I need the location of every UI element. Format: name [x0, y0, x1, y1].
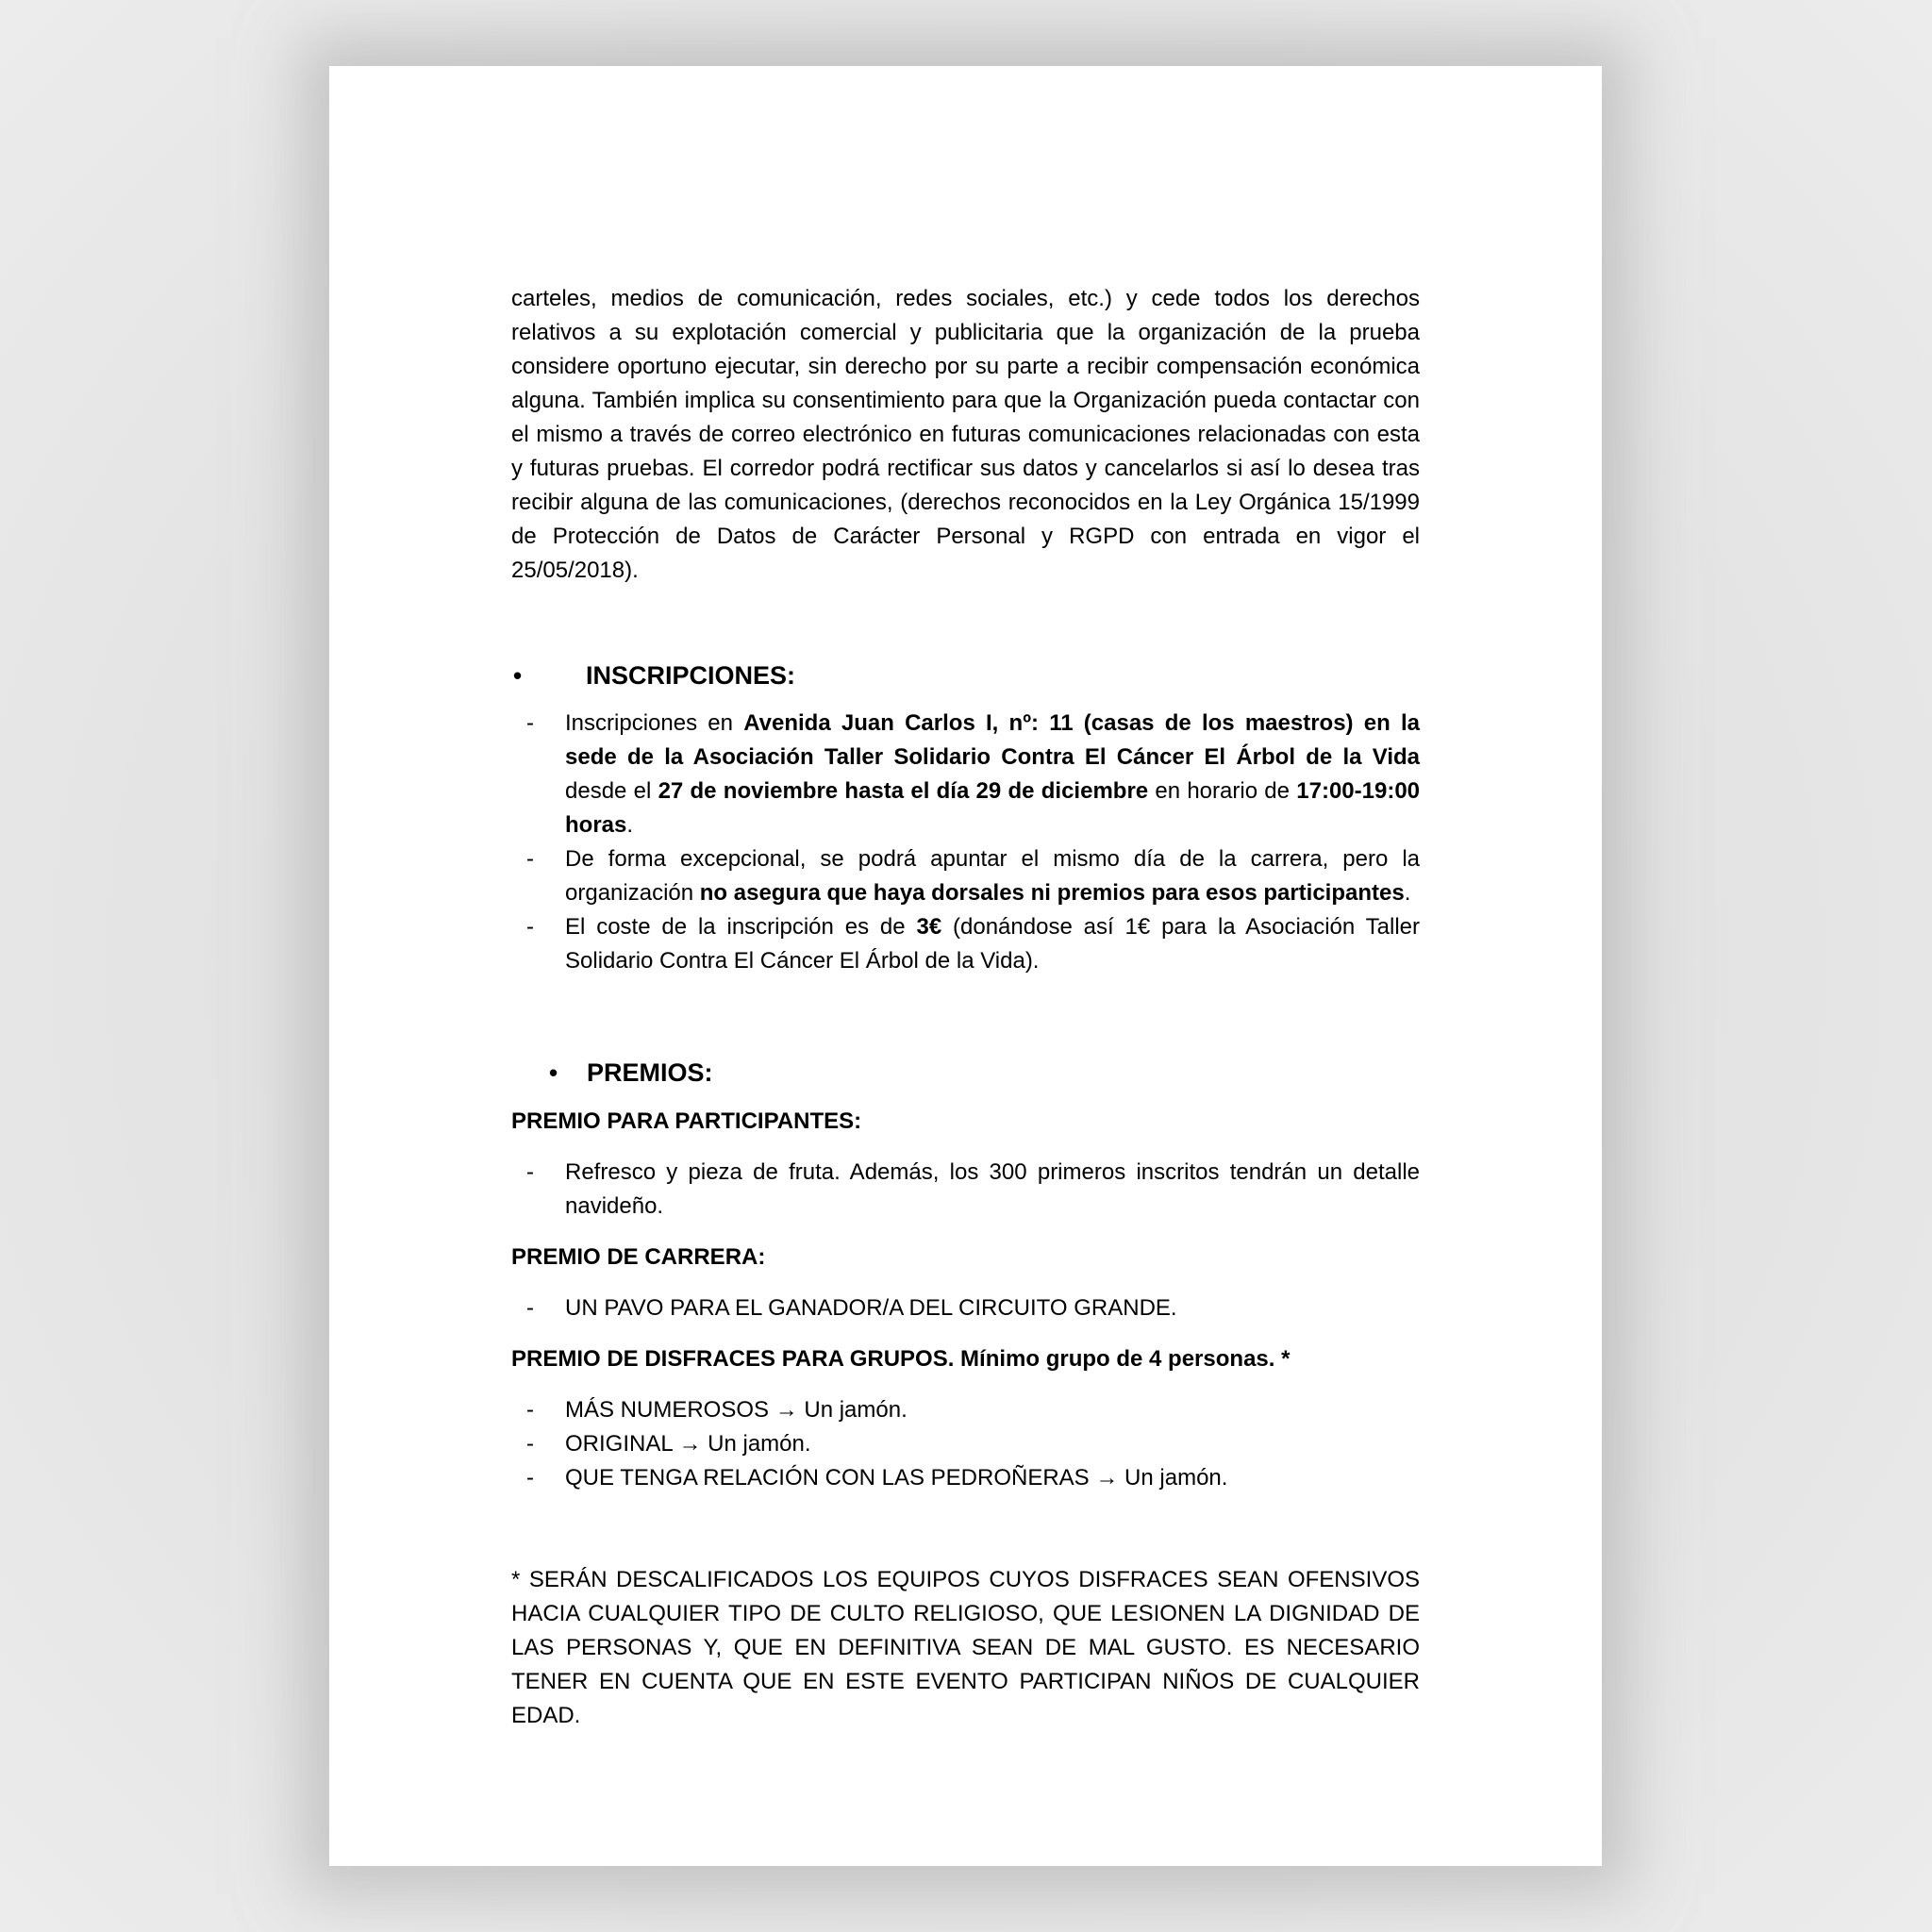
bullet-icon: •: [549, 1058, 558, 1087]
participantes-heading: PREMIO PARA PARTICIPANTES:: [511, 1108, 862, 1134]
text: .: [1404, 880, 1411, 906]
text: UN PAVO PARA EL GANADOR/A DEL CIRCUITO GRANDE.: [565, 1295, 1177, 1321]
dash-marker: -: [526, 1295, 534, 1321]
list-item: [511, 1156, 1420, 1224]
text: El coste de la inscripción es de: [565, 914, 917, 940]
dash-marker: -: [526, 1159, 534, 1185]
list-item: [511, 1393, 1420, 1427]
text: (donándose así 1€ para la Asociación Taller Solidario Contra El Cáncer El Árbol de la Vida).: [565, 914, 1420, 974]
text: MÁS NUMEROSOS: [565, 1397, 770, 1423]
list-item: [511, 1291, 1420, 1325]
dash-marker: -: [526, 710, 534, 736]
dash-marker: -: [526, 846, 534, 872]
text: .: [626, 812, 634, 838]
text: Inscripciones en: [565, 710, 744, 736]
dates-text: 27 de noviembre hasta el día 29 de diciembre: [658, 778, 1149, 804]
premios-title: PREMIOS:: [587, 1058, 713, 1087]
dash-marker: -: [526, 1397, 534, 1423]
list-item: [511, 910, 1420, 978]
dash-marker: -: [526, 1465, 534, 1491]
inscripciones-list: [511, 707, 1420, 978]
carrera-heading: PREMIO DE CARRERA:: [511, 1244, 766, 1270]
disfraces-heading: PREMIO DE DISFRACES PARA GRUPOS. Mínimo grupo de 4 personas. *: [511, 1346, 1291, 1372]
list-item: [511, 1427, 1420, 1461]
text: Un jamón.: [708, 1431, 811, 1457]
list-item: [511, 842, 1420, 910]
arrow-right-icon: →: [774, 1397, 798, 1423]
carrera-list: [511, 1291, 1420, 1325]
inscripciones-title: INSCRIPCIONES:: [586, 661, 796, 690]
text: ORIGINAL: [565, 1431, 673, 1457]
list-item: [511, 707, 1420, 842]
premios-heading: [511, 1054, 1420, 1091]
arrow-right-icon: →: [1095, 1465, 1119, 1491]
document-page: [329, 66, 1602, 1866]
address-text: Avenida Juan Carlos I, nº: 11 (casas de los maestros) en la sede de la Asociación Taller Solidario Contra El Cáncer El Árbol de la Vida: [565, 710, 1420, 770]
warning-text: no asegura que haya dorsales ni premios para esos participantes: [699, 880, 1405, 906]
text: en horario de: [1148, 778, 1297, 804]
page-content: [511, 282, 1420, 1733]
inscripciones-heading: [511, 657, 1420, 694]
text: Un jamón.: [1124, 1465, 1228, 1491]
text: Un jamón.: [804, 1397, 908, 1423]
text: QUE TENGA RELACIÓN CON LAS PEDROÑERAS: [565, 1465, 1090, 1491]
price-text: 3€: [916, 914, 942, 940]
hours-text: 17:00-19:00 horas: [565, 778, 1421, 838]
list-item: [511, 1461, 1420, 1495]
arrow-right-icon: →: [678, 1431, 702, 1457]
text: De forma excepcional, se podrá apuntar el mismo día de la carrera, pero la organización: [565, 846, 1420, 906]
text: Refresco y pieza de fruta. Además, los 300 primeros inscritos tendrán un detalle navideño.: [565, 1159, 1420, 1219]
participantes-list: [511, 1156, 1420, 1224]
dash-marker: -: [526, 914, 534, 940]
dash-marker: -: [526, 1431, 534, 1457]
disfraces-list: [511, 1393, 1420, 1495]
text: desde el: [565, 778, 658, 804]
intro-paragraph: carteles, medios de comunicación, redes sociales, etc.) y cede todos los derechos relativos a su explotación comercial y publicitaria que la organización de la prueba considere oportuno ejecutar, sin derecho por su parte a recibir compensación económica alguna. También implica su consentimiento para que la Organización pueda contactar con el mismo a través de correo electrónico en futuras comunicaciones relacionadas con esta y futuras pruebas. El corredor podrá rectificar sus datos y cancelarlos si así lo desea tras recibir alguna de las comunicaciones, (derechos reconocidos en la Ley Orgánica 15/1999 de Protección de Datos de Carácter Personal y RGPD con entrada en vigor el 25/05/2018).: [511, 286, 1420, 583]
footnote: * SERÁN DESCALIFICADOS LOS EQUIPOS CUYOS DISFRACES SEAN OFENSIVOS HACIA CUALQUIER TIPO DE CULTO RELIGIOSO, QUE LESIONEN LA DIGNIDAD DE LAS PERSONAS Y, QUE EN DEFINITIVA SEAN DE MAL GUSTO. ES NECESARIO TENER EN CUENTA QUE EN ESTE EVENTO PARTICIPAN NIÑOS DE CUALQUIER EDAD.: [511, 1567, 1420, 1728]
bullet-icon: •: [513, 661, 523, 690]
